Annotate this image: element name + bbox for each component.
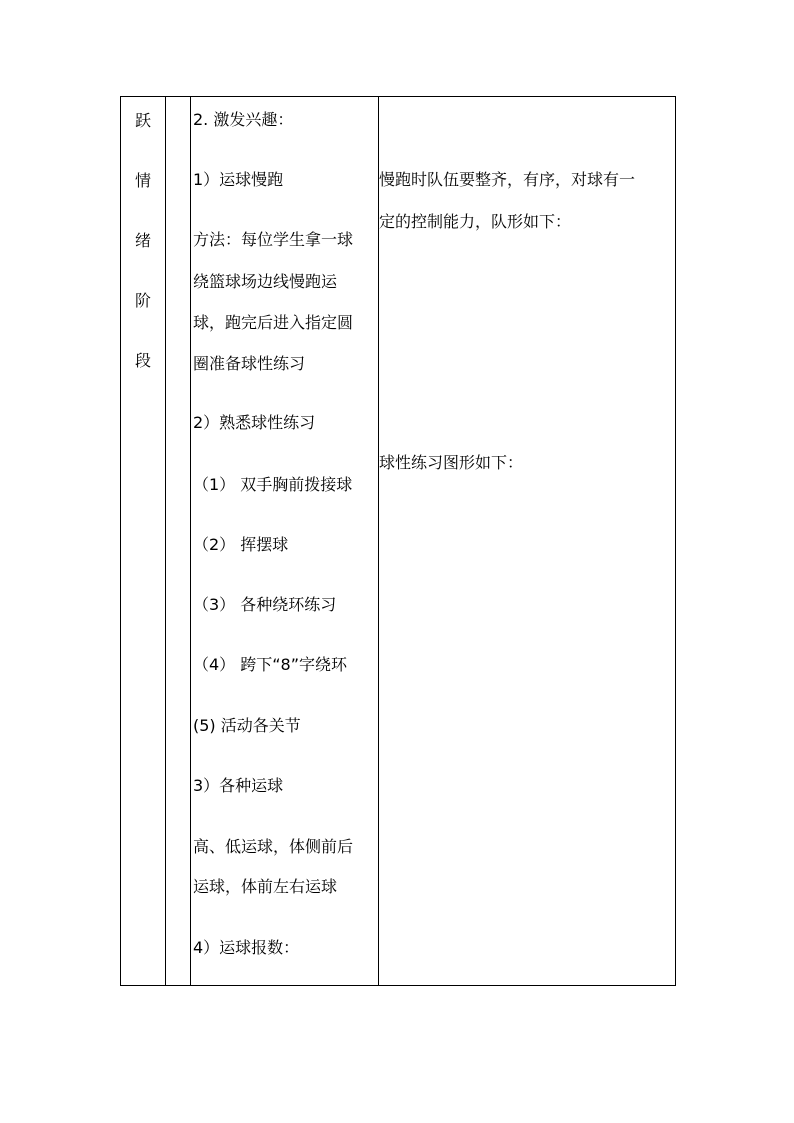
method-line: （4） 跨下“8”字绕环 bbox=[193, 655, 348, 674]
method-line: 方法：每位学生拿一球 bbox=[193, 230, 354, 249]
column-divider bbox=[190, 97, 191, 985]
method-line: 绕篮球场边线慢跑运 bbox=[193, 272, 338, 291]
method-line: 3）各种运球 bbox=[193, 776, 284, 795]
method-line: 1）运球慢跑 bbox=[193, 170, 284, 189]
stage-char: 绪 bbox=[134, 231, 151, 250]
method-line: （3） 各种绕环练习 bbox=[193, 595, 337, 614]
method-line: （1） 双手胸前拨接球 bbox=[193, 475, 353, 494]
stage-char: 情 bbox=[134, 171, 151, 190]
note-line: 球性练习图形如下： bbox=[379, 453, 524, 472]
method-line: (5) 活动各关节 bbox=[193, 716, 301, 735]
method-line: 球，跑完后进入指定圆 bbox=[193, 313, 354, 332]
lesson-table bbox=[120, 96, 676, 986]
method-line: （2） 挥摆球 bbox=[193, 535, 289, 554]
method-line: 圈准备球性练习 bbox=[193, 354, 306, 373]
stage-char: 阶 bbox=[134, 291, 151, 310]
column-divider bbox=[165, 97, 166, 985]
note-line: 慢跑时队伍要整齐，有序，对球有一 bbox=[379, 170, 636, 189]
note-line: 定的控制能力，队形如下： bbox=[379, 212, 572, 231]
method-line: 运球，体前左右运球 bbox=[193, 877, 338, 896]
method-line: 高、低运球，体侧前后 bbox=[193, 837, 354, 856]
method-line: 4）运球报数： bbox=[193, 938, 300, 957]
stage-char: 跃 bbox=[134, 111, 151, 130]
method-line: 2）熟悉球性练习 bbox=[193, 413, 316, 432]
stage-char: 段 bbox=[134, 351, 151, 370]
method-line: 2. 激发兴趣： bbox=[193, 110, 294, 129]
